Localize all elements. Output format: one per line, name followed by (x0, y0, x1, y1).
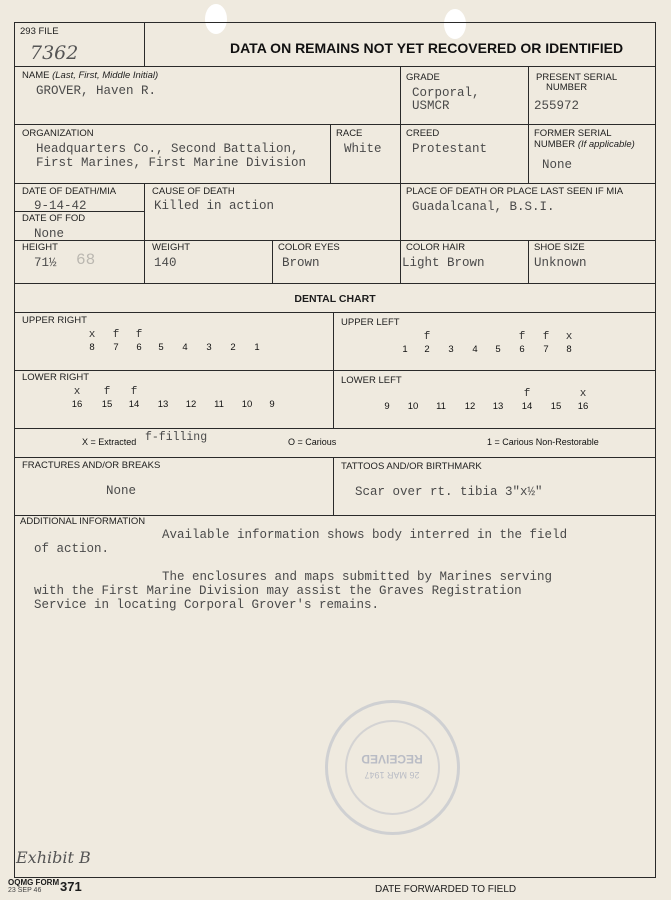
tooth-number: 3 (448, 344, 454, 355)
tooth-number: 15 (101, 399, 113, 410)
fractures-value: None (106, 484, 137, 498)
tooth-number: 16 (71, 399, 83, 410)
tooth-number: 2 (424, 344, 430, 355)
organization-line1: Headquarters Co., Second Battalion, (36, 142, 299, 156)
form-title: DATA ON REMAINS NOT YET RECOVERED OR IDENTIFIED (230, 40, 624, 56)
date-of-fod-label: DATE OF FOD (22, 213, 86, 224)
stamp-date: 26 MAR 1947 (364, 770, 420, 780)
tooth-number: 10 (241, 399, 253, 410)
tooth-number: 2 (230, 342, 236, 353)
present-serial-label-1: PRESENT SERIAL (536, 72, 618, 83)
cause-of-death-label: CAUSE OF DEATH (152, 186, 235, 197)
form-number: 371 (60, 879, 82, 894)
tooth-mark: f (135, 329, 143, 341)
tooth-number: 14 (128, 399, 140, 410)
race-value: White (344, 142, 382, 156)
weight-label: WEIGHT (152, 242, 190, 253)
tooth-number: 7 (543, 344, 549, 355)
former-serial-label-2: NUMBER (If applicable) (534, 139, 635, 150)
tooth-number: 6 (136, 342, 142, 353)
tooth-number: 7 (113, 342, 119, 353)
legend-carious: O = Carious (288, 437, 337, 447)
additional-p2-line1: The enclosures and maps submitted by Marines serving (162, 570, 553, 584)
color-hair-label: COLOR HAIR (406, 242, 466, 253)
tooth-mark: f (523, 388, 531, 400)
grade-value-line1: Corporal, (412, 86, 480, 100)
grade-label: GRADE (406, 72, 440, 83)
race-label: RACE (336, 128, 363, 139)
form-date: 23 SEP 46 (8, 887, 42, 894)
upper-right-label: UPPER RIGHT (22, 315, 87, 326)
shoe-size-value: Unknown (534, 256, 587, 270)
place-of-death-label: PLACE OF DEATH OR PLACE LAST SEEN IF MIA (406, 186, 624, 197)
height-faded-mark: 68 (76, 251, 96, 269)
date-of-death-value: 9-14-42 (34, 199, 87, 213)
tooth-number: 1 (402, 344, 408, 355)
stamp-received-text: RECEIVED (361, 752, 423, 766)
tooth-mark: x (565, 331, 573, 343)
upper-left-label: UPPER LEFT (341, 317, 400, 328)
tooth-mark: x (73, 386, 81, 398)
tooth-number: 13 (157, 399, 169, 410)
tooth-mark: f (130, 386, 138, 398)
tooth-mark: x (579, 388, 587, 400)
tooth-number: 5 (158, 342, 164, 353)
legend-non-restorable: 1 = Carious Non-Restorable (487, 437, 599, 447)
additional-p1-line2: of action. (34, 542, 110, 556)
date-of-death-label: DATE OF DEATH/MIA (22, 186, 117, 197)
present-serial-label-2: NUMBER (546, 82, 588, 93)
tooth-number: 12 (185, 399, 197, 410)
shoe-size-label: SHOE SIZE (534, 242, 585, 253)
tooth-number: 4 (472, 344, 478, 355)
tooth-number: 12 (464, 401, 476, 412)
creed-value: Protestant (412, 142, 488, 156)
tooth-number: 10 (407, 401, 419, 412)
tooth-number: 8 (89, 342, 95, 353)
name-label: NAME (Last, First, Middle Initial) (22, 70, 159, 81)
creed-label: CREED (406, 128, 440, 139)
date-of-fod-value: None (34, 227, 65, 241)
tooth-number: 9 (384, 401, 390, 412)
tattoos-value: Scar over rt. tibia 3"x½" (355, 485, 543, 499)
tooth-number: 11 (436, 401, 446, 412)
former-serial-value: None (542, 158, 573, 172)
legend-extracted: X = Extracted (82, 437, 137, 447)
tooth-mark: x (88, 329, 96, 341)
tooth-number: 5 (495, 344, 501, 355)
tooth-number: 14 (521, 401, 533, 412)
tooth-mark: f (518, 331, 526, 343)
height-label: HEIGHT (22, 242, 58, 253)
present-serial-value: 255972 (534, 99, 580, 113)
additional-p1-line1: Available information shows body interred in the field (162, 528, 568, 542)
grade-value-line2: USMCR (412, 99, 450, 113)
tooth-number: 11 (214, 399, 224, 410)
tooth-number: 15 (550, 401, 562, 412)
tooth-mark: f (103, 386, 111, 398)
form-number-label: OQMG FORM (8, 878, 60, 887)
weight-value: 140 (154, 256, 177, 270)
color-eyes-value: Brown (282, 256, 320, 270)
tattoos-label: TATTOOS AND/OR BIRTHMARK (341, 461, 482, 472)
date-forwarded-label: DATE FORWARDED TO FIELD (375, 884, 517, 895)
tooth-number: 3 (206, 342, 212, 353)
dental-chart-title: DENTAL CHART (294, 293, 376, 305)
tooth-mark: f (542, 331, 550, 343)
file-number: 7362 (30, 42, 79, 64)
fractures-label: FRACTURES AND/OR BREAKS (22, 460, 161, 471)
tooth-number: 16 (577, 401, 589, 412)
exhibit-annotation: Exhibit B (16, 848, 91, 867)
tooth-mark: f (112, 329, 120, 341)
former-serial-label-1: FORMER SERIAL (534, 128, 612, 139)
height-value: 71½ (34, 256, 57, 270)
additional-p2-line3: Service in locating Corporal Grover's remains. (34, 598, 380, 612)
file-label: 293 FILE (20, 26, 59, 37)
color-hair-value: Light Brown (402, 256, 485, 270)
legend-filling: f-filling (145, 431, 208, 444)
additional-info-label: ADDITIONAL INFORMATION (20, 516, 146, 527)
lower-left-label: LOWER LEFT (341, 375, 402, 386)
tooth-number: 13 (492, 401, 504, 412)
cause-of-death-value: Killed in action (154, 199, 275, 213)
lower-right-label: LOWER RIGHT (22, 372, 90, 383)
tooth-number: 6 (519, 344, 525, 355)
additional-p2-line2: with the First Marine Division may assist the Graves Registration (34, 584, 522, 598)
tooth-number: 4 (182, 342, 188, 353)
organization-label: ORGANIZATION (22, 128, 94, 139)
tooth-number: 1 (254, 342, 260, 353)
name-value: GROVER, Haven R. (36, 84, 157, 98)
tooth-number: 8 (566, 344, 572, 355)
organization-line2: First Marines, First Marine Division (36, 156, 307, 170)
place-of-death-value: Guadalcanal, B.S.I. (412, 200, 555, 214)
tooth-mark: f (423, 331, 431, 343)
tooth-number: 9 (269, 399, 275, 410)
color-eyes-label: COLOR EYES (278, 242, 340, 253)
